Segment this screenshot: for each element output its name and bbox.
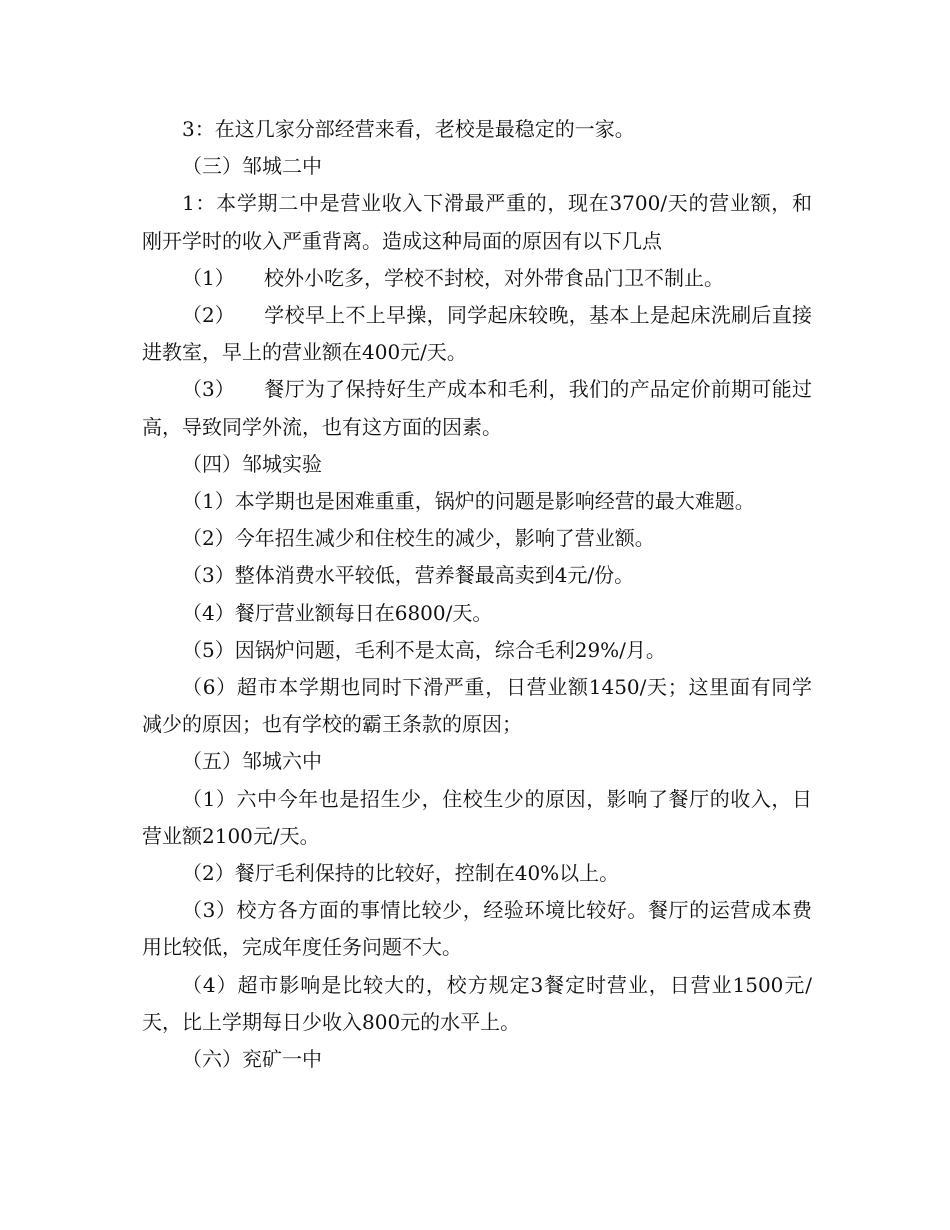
list-item-number: （3） [182, 377, 235, 402]
list-item [142, 371, 812, 445]
paragraph: 1：本学期二中是营业收入下滑最严重的，现在3700/天的营业额，和刚开学时的收入严重背离。造成这种局面的原因有以下几点 [142, 191, 812, 253]
paragraph: （3）整体消费水平较低，营养餐最高卖到4元/份。 [182, 563, 635, 588]
section-heading: （五）邹城六中 [182, 749, 322, 774]
list-item-text: 学校早上不上早操，同学起床较晚，基本上是起床洗刷后直接进教室，早上的营业额在400元/天。 [142, 303, 812, 365]
paragraph: （5）因锅炉问题，毛利不是太高，综合毛利29%/月。 [182, 637, 666, 662]
list-item-number: （1） [182, 265, 235, 290]
section-heading: （三）邹城二中 [182, 154, 322, 179]
list-item-number: （2） [182, 303, 235, 328]
list-item [142, 297, 812, 371]
paragraph: （2）餐厅毛利保持的比较好，控制在40%以上。 [182, 861, 620, 886]
paragraph: （6）超市本学期也同时下滑严重，日营业额1450/天；这里面有同学减少的原因；也有学校的霸王条款的原因； [142, 675, 812, 737]
list-item-text: 餐厅为了保持好生产成本和毛利，我们的产品定价前期可能过高，导致同学外流，也有这方面的因素。 [142, 377, 812, 439]
paragraph: （2）今年招生减少和住校生的减少，影响了营业额。 [182, 526, 655, 551]
paragraph: （3）校方各方面的事情比较少，经验环境比较好。餐厅的运营成本费用比较低，完成年度任务问题不大。 [142, 898, 812, 960]
paragraph: （1）本学期也是困难重重，锅炉的问题是影响经营的最大难题。 [182, 489, 755, 514]
list-item-text: 校外小吃多，学校不封校，对外带食品门卫不制止。 [264, 265, 724, 290]
list-item [142, 260, 812, 297]
section-heading: （四）邹城实验 [182, 451, 322, 476]
document-body [142, 111, 812, 1078]
paragraph: （4）超市影响是比较大的，校方规定3餐定时营业，日营业1500元/天，比上学期每日少收入800元的水平上。 [142, 972, 812, 1034]
section-heading: （六）兖矿一中 [182, 1047, 322, 1072]
paragraph: （1）六中今年也是招生少，住校生少的原因，影响了餐厅的收入，日营业额2100元/天。 [142, 786, 812, 848]
paragraph: 3：在这几家分部经营来看，老校是最稳定的一家。 [182, 117, 635, 141]
paragraph: （4）餐厅营业额每日在6800/天。 [182, 600, 493, 625]
